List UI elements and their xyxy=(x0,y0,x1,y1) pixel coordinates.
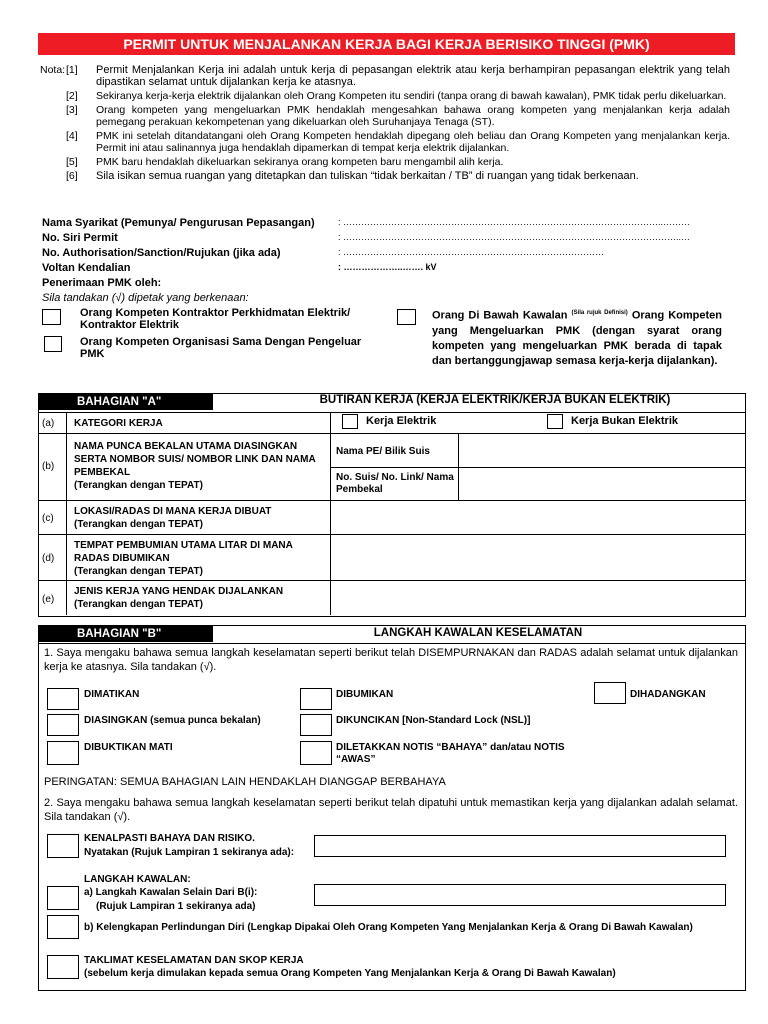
row-b-sub2: No. Suis/ No. Link/ Nama Pembekal xyxy=(336,472,454,495)
receiver-option-contractor: Orang Kompeten Kontraktor Perkhidmatan Elektrik/ Kontraktor Elektrik xyxy=(80,307,351,331)
note-item xyxy=(40,156,730,168)
label-dikuncikan: DIKUNCIKAN [Non-Standard Lock (NSL)] xyxy=(336,715,531,726)
row-e-label: (e) xyxy=(42,594,55,605)
switch-no-field[interactable] xyxy=(458,467,744,500)
tick-hint: Sila tandakan (√) dipetak yang berkenaan: xyxy=(42,292,249,304)
checkbox-diasingkan[interactable] xyxy=(47,714,79,736)
note-item xyxy=(40,130,730,154)
hazard-input[interactable] xyxy=(314,835,726,857)
checkbox-dikuncikan[interactable] xyxy=(300,714,332,736)
note-text: Permit Menjalankan Kerja ini adalah untuk kerja di pepasangan elektrik atau kerja berhampiran pepasangan elektrik yang telah dipastikan selamat untuk dijalankan kerja ke atasnya. xyxy=(96,64,730,88)
checkbox-notis[interactable] xyxy=(300,741,332,765)
notes-block xyxy=(40,64,730,182)
note-number: [4] xyxy=(66,130,78,142)
row-d-title: TEMPAT PEMBUMIAN UTAMA LITAR DI MANA RADAS DIBUMIKAN xyxy=(74,540,293,564)
note-number: [3] xyxy=(66,104,78,116)
label-dihadangkan: DIHADANGKAN xyxy=(630,689,706,700)
permit-no-field[interactable]: : …………………………………………………………………………………………………..… xyxy=(338,232,691,242)
row-b-sub1: Nama PE/ Bilik Suis xyxy=(336,446,430,457)
note-item xyxy=(40,170,730,182)
checkbox-briefing[interactable] xyxy=(47,955,79,979)
row-b-note: (Terangkan dengan TEPAT) xyxy=(74,480,203,491)
receiver-option-supervised xyxy=(432,306,722,369)
receiver-option-same-org: Orang Kompeten Organisasi Sama Dengan Pengeluar PMK xyxy=(80,336,362,360)
ppe-label: b) Kelengkapan Perlindungan Diri (Lengkap Dipakai Oleh Orang Kompeten Yang Menjalankan Kerja & Orang Di Bawah Kawalan) xyxy=(84,922,693,933)
company-field[interactable]: : ……………………………………………………………………………………………..……… xyxy=(338,217,691,227)
section-b-title: LANGKAH KAWALAN KESELAMATAN xyxy=(373,627,583,639)
row-d-text xyxy=(74,539,324,578)
row-d-note: (Terangkan dengan TEPAT) xyxy=(74,566,203,577)
pe-name-field[interactable] xyxy=(458,433,744,467)
note-text: PMK baru hendaklah dikeluarkan sekiranya orang kompeten baru mengambil alih kerja. xyxy=(96,156,504,168)
definition-note: (Sila rujuk Definisi) xyxy=(571,310,628,316)
checkbox-ppe[interactable] xyxy=(47,915,79,939)
declaration-2: 2. Saya mengaku bahawa semua langkah keselamatan seperti berikut telah dipatuhi untuk memastikan kerja yang dijalankan adalah selamat. Sila tandakan (√). xyxy=(44,797,738,823)
note-item xyxy=(40,90,730,102)
hazard-title: KENALPASTI BAHAYA DAN RISIKO. xyxy=(84,833,255,844)
page-title: PERMIT UNTUK MENJALANKAN KERJA BAGI KERJA BERISIKO TINGGI (PMK) xyxy=(38,33,735,55)
receiver-checkbox-contractor[interactable] xyxy=(42,309,61,325)
row-c-note: (Terangkan dengan TEPAT) xyxy=(74,519,203,530)
checkbox-hazard[interactable] xyxy=(47,834,79,858)
work-electrical-label: Kerja Elektrik xyxy=(366,415,437,427)
note-text: Orang kompeten yang mengeluarkan PMK hendaklah mengesahkan bahawa orang kompeten yang menjalankan kerja adalah pemegang perakuan kekompetenan yang dikeluarkan oleh Suruhanjaya Tenaga (ST). xyxy=(96,104,730,128)
label-dibumikan: DIBUMIKAN xyxy=(336,689,394,700)
checkbox-dibumikan[interactable] xyxy=(300,688,332,710)
label-dimatikan: DIMATIKAN xyxy=(84,689,140,700)
note-number: [5] xyxy=(66,156,78,168)
row-c-title: LOKASI/RADAS DI MANA KERJA DIBUAT xyxy=(74,506,272,517)
declaration-1: 1. Saya mengaku bahawa semua langkah keselamatan seperti berikut telah DISEMPURNAKAN dan RADAS adalah selamat untuk dijalankan kerja ke atasnya. Sila tandakan (√). xyxy=(44,647,738,673)
receiver-checkbox-same-org[interactable] xyxy=(44,336,62,352)
row-d-label: (d) xyxy=(42,553,55,564)
warning-text: PERINGATAN: SEMUA BAHAGIAN LAIN HENDAKLAH DIANGGAP BERBAHAYA xyxy=(44,776,446,788)
location-field[interactable] xyxy=(331,501,744,534)
section-b-header: BAHAGIAN "B" xyxy=(39,626,213,642)
authorisation-label: No. Authorisation/Sanction/Rujukan (jika ada) xyxy=(42,247,281,259)
note-item xyxy=(40,64,730,88)
row-b-label: (b) xyxy=(42,461,55,472)
row-b-title: NAMA PUNCA BEKALAN UTAMA DIASINGKAN SERTA NOMBOR SUIS/ NOMBOR LINK DAN NAMA PEMBEKAL xyxy=(74,441,316,478)
row-c-label: (c) xyxy=(42,513,54,524)
work-non-electrical-checkbox[interactable] xyxy=(547,414,563,429)
hazard-subtitle: Nyatakan (Rujuk Lampiran 1 sekiranya ada): xyxy=(84,847,295,858)
section-a-title: BUTIRAN KERJA (KERJA ELEKTRIK/KERJA BUKAN ELEKTRIK) xyxy=(319,394,671,406)
note-number: [6] xyxy=(66,170,78,182)
note-text: Sila isikan semua ruangan yang ditetapkan dan tuliskan “tidak berkaitan / TB” di ruangan yang tidak berkenaan. xyxy=(96,170,639,182)
row-e-title: JENIS KERJA YANG HENDAK DIJALANKAN xyxy=(74,586,284,597)
authorisation-field[interactable]: : …………………………………………………………………………… xyxy=(338,247,605,257)
control-a-subtitle: (Rujuk Lampiran 1 sekiranya ada) xyxy=(96,901,256,912)
row-a-text: KATEGORI KERJA xyxy=(74,418,163,429)
row-e-note: (Terangkan dengan TEPAT) xyxy=(74,599,203,610)
supervised-detail: Orang Kompeten yang Mengeluarkan PMK (dengan syarat orang kompeten yang mengeluarkan PMK berada di tapak dan bertanggungjawap semasa kerja-kerja dijalankan). xyxy=(432,309,722,367)
note-item xyxy=(40,104,730,128)
supervised-label: Orang Di Bawah Kawalan xyxy=(432,309,568,322)
receiver-checkbox-supervised[interactable] xyxy=(397,309,416,325)
checkbox-dibuktikan-mati[interactable] xyxy=(47,741,79,765)
receiver-label: Penerimaan PMK oleh: xyxy=(42,277,162,289)
work-non-electrical-label: Kerja Bukan Elektrik xyxy=(571,415,678,427)
checkbox-dihadangkan[interactable] xyxy=(594,682,626,704)
voltage-label: Voltan Kendalian xyxy=(42,262,131,274)
label-notis: DILETAKKAN NOTIS “BAHAYA” dan/atau NOTIS “AWAS” xyxy=(336,742,565,765)
row-e-text xyxy=(74,585,283,611)
label-diasingkan: DIASINGKAN (semua punca bekalan) xyxy=(84,715,261,726)
note-text: Sekiranya kerja-kerja elektrik dijalankan oleh Orang Kompeten itu sendiri (tanpa orang di bawah kawalan), PMK tidak perlu dikeluarkan. xyxy=(96,90,727,102)
briefing-title: TAKLIMAT KESELAMATAN DAN SKOP KERJA xyxy=(84,955,304,966)
checkbox-control-a[interactable] xyxy=(47,886,79,910)
control-a-input[interactable] xyxy=(314,884,726,906)
row-b-text xyxy=(74,440,324,492)
row-a-label: (a) xyxy=(42,418,55,429)
label-dibuktikan-mati: DIBUKTIKAN MATI xyxy=(84,742,173,753)
control-title: LANGKAH KAWALAN: xyxy=(84,874,191,885)
voltage-field[interactable]: : ………………..……. kV xyxy=(338,262,437,272)
note-number: [1] xyxy=(66,64,78,76)
permit-no-label: No. Siri Permit xyxy=(42,232,118,244)
row-c-text xyxy=(74,505,271,531)
notes-label: Nota: xyxy=(40,64,66,76)
control-a-label: a) Langkah Kawalan Selain Dari B(i): xyxy=(84,887,258,898)
briefing-subtitle: (sebelum kerja dimulakan kepada semua Orang Kompeten Yang Menjalankan Kerja & Orang Di Bawah Kawalan) xyxy=(84,968,616,979)
company-label: Nama Syarikat (Pemunya/ Pengurusan Pepasangan) xyxy=(42,217,315,229)
section-a-header: BAHAGIAN "A" xyxy=(39,394,213,410)
work-type-field[interactable] xyxy=(331,581,744,615)
work-electrical-checkbox[interactable] xyxy=(342,414,358,429)
note-number: [2] xyxy=(66,90,78,102)
checkbox-dimatikan[interactable] xyxy=(47,688,79,710)
earthing-field[interactable] xyxy=(331,535,744,580)
note-text: PMK ini setelah ditandatangani oleh Orang Kompeten hendaklah dipegang oleh beliau dan Orang Kompeten yang menjalankan kerja. Permit ini atau salinannya juga hendaklah dipamerkan di tempat kerja elektrik dijalankan. xyxy=(96,130,730,154)
